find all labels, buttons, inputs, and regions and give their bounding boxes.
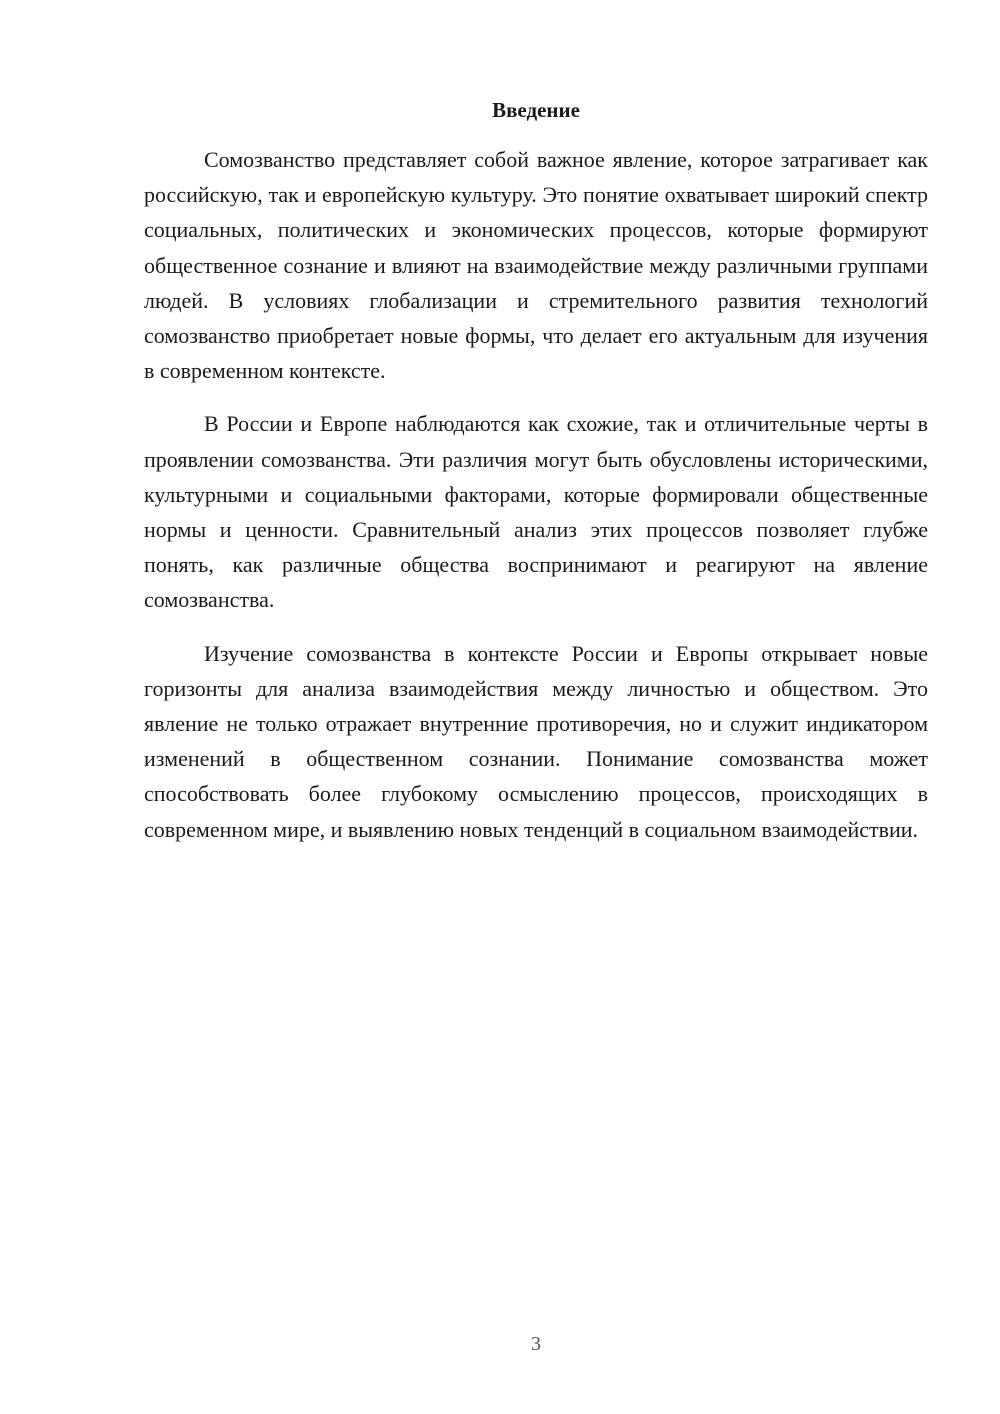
section-heading: Введение: [492, 98, 580, 122]
paragraph-2: В России и Европе наблюдаются как схожие, так и отличительные черты в проявлении сомозванства. Эти различия могут быть обусловлены историческими, культурными и социальными факторами, которые формировали общественные нормы и ценности. Сравнительный анализ этих процессов позволяет глубже понять, как различные общества воспринимают и реагируют на явление сомозванства.: [144, 411, 928, 613]
paragraph-1: Сомозванство представляет собой важное явление, которое затрагивает как российскую, так и европейскую культуру. Это понятие охватывает широкий спектр социальных, политических и экономических процессов, которые формируют общественное сознание и влияют на взаимодействие между различными группами людей. В условиях глобализации и стремительного развития технологий сомозванство приобретает новые формы, что делает его актуальным для изучения в современном контексте.: [144, 147, 928, 384]
page-content: [144, 93, 928, 865]
page-number: 3: [531, 1333, 541, 1355]
paragraph-3: Изучение сомозванства в контексте России и Европы открывает новые горизонты для анализа взаимодействия между личностью и обществом. Это явление не только отражает внутренние противоречия, но и служит индикатором изменений в общественном сознании. Понимание сомозванства может способствовать более глубокому осмыслению процессов, происходящих в современном мире, и выявлению новых тенденций в социальном взаимодействии.: [144, 640, 928, 842]
